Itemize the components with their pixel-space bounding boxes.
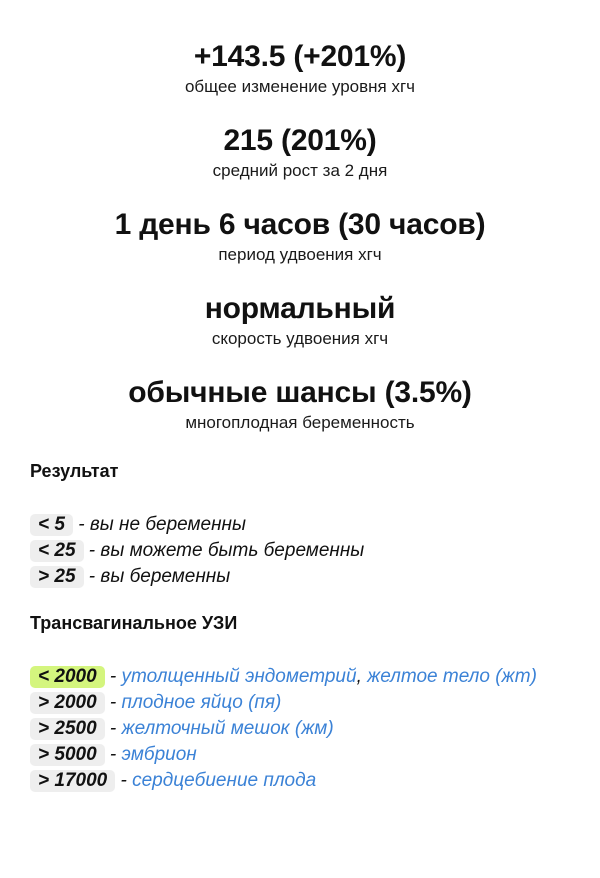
stat-label: скорость удвоения хгч: [211, 329, 389, 348]
uzi-title: Трансвагинальное УЗИ: [30, 613, 238, 633]
stat-label: средний рост за 2 дня: [212, 161, 388, 180]
results-title: Результат: [30, 461, 119, 481]
stats-summary: [0, 0, 600, 434]
separator: -: [72, 514, 90, 535]
result-text: вы беременны: [100, 566, 231, 587]
threshold-chip: < 5: [30, 514, 73, 536]
results-list: [30, 512, 570, 590]
list-item: [30, 512, 570, 538]
separator: -: [83, 540, 101, 561]
separator: -: [104, 718, 122, 739]
uzi-section: [0, 611, 600, 794]
separator: -: [104, 692, 122, 713]
stat-value: 215 (201%): [223, 124, 377, 157]
result-text: вы не беременны: [89, 514, 246, 535]
stat-value: обычные шансы (3.5%): [128, 376, 472, 409]
threshold-chip: > 2000: [30, 692, 105, 714]
stat-total-change: [0, 39, 600, 98]
list-item: [30, 742, 570, 768]
stat-value: 1 день 6 часов (30 часов): [114, 208, 486, 241]
uzi-list: [30, 664, 570, 794]
separator: -: [104, 744, 122, 765]
comma: ,: [356, 666, 362, 687]
link-corpus-luteum[interactable]: желтое тело (жт): [367, 666, 537, 687]
threshold-chip: > 17000: [30, 770, 115, 792]
stat-label: период удвоения хгч: [218, 245, 382, 264]
list-item: [30, 538, 570, 564]
threshold-chip: > 2500: [30, 718, 105, 740]
stat-label: общее изменение уровня хгч: [184, 77, 416, 96]
stat-value: +143.5 (+201%): [193, 40, 407, 73]
list-item: [30, 664, 570, 690]
link-gestational-sac[interactable]: плодное яйцо (пя): [121, 692, 282, 713]
threshold-chip-active: < 2000: [30, 666, 105, 688]
list-item: [30, 716, 570, 742]
separator: -: [104, 666, 122, 687]
result-text: вы можете быть беременны: [100, 540, 365, 561]
list-item: [30, 690, 570, 716]
stat-value: нормальный: [204, 292, 396, 325]
link-embryo[interactable]: эмбрион: [121, 744, 197, 765]
link-yolk-sac[interactable]: желточный мешок (жм): [121, 718, 334, 739]
list-item: [30, 564, 570, 590]
link-thickened-endometrium[interactable]: утолщенный эндометрий: [121, 666, 357, 687]
stat-doubling-speed: [0, 291, 600, 350]
list-item: [30, 768, 570, 794]
stat-doubling-period: [0, 207, 600, 266]
threshold-chip: > 5000: [30, 744, 105, 766]
stat-average-growth: [0, 123, 600, 182]
threshold-chip: < 25: [30, 540, 84, 562]
threshold-chip: > 25: [30, 566, 84, 588]
stat-label: многоплодная беременность: [185, 413, 415, 432]
stat-multiple-pregnancy: [0, 375, 600, 434]
separator: -: [115, 770, 133, 791]
link-fetal-heartbeat[interactable]: сердцебиение плода: [132, 770, 317, 791]
results-section: [0, 459, 600, 590]
separator: -: [83, 566, 101, 587]
